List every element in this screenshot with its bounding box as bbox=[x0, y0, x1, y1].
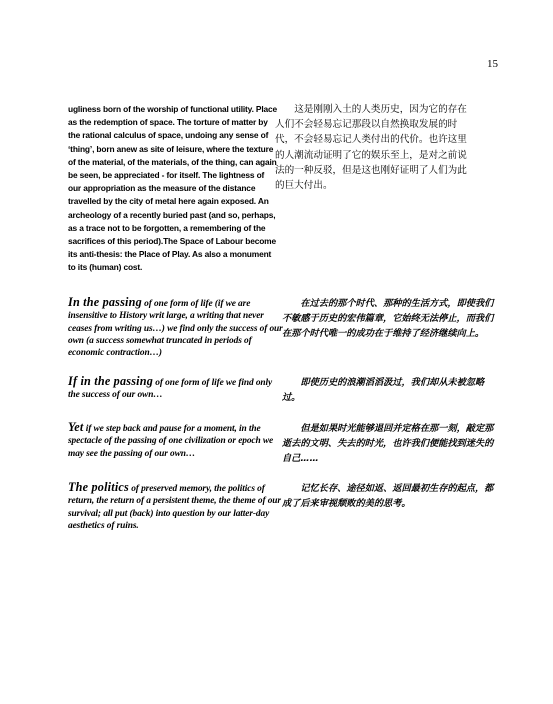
stanza-1-chinese: 在过去的那个时代、那种的生活方式，即使我们不敏感于历史的宏伟篇章，它始终无法停止，而我们在那个时代唯一的成功在于维持了经济继续向上。 bbox=[282, 298, 494, 339]
stanza-1-english bbox=[68, 296, 283, 359]
stanza-3-chinese: 但是如果时光能够退回并定格在那一刻，敲定那逝去的文明、失去的时光，也许我们便能找到迷失的自己…… bbox=[282, 423, 494, 464]
page-number: 15 bbox=[487, 58, 498, 70]
stanza-3-lead: Yet bbox=[68, 420, 84, 434]
stanza-3-english bbox=[68, 421, 283, 460]
intro-english-paragraph: ugliness born of the worship of functional utility. Place as the redemption of space. The torture of matter by the rational calculus of space, undoing any sense of ‘thing’, born anew as site of leisure, where the texture of the material, of the materials, of the thing, can again be seen, be appreciated - for itself. The lightness of our appropriation as the measure of the distance travelled by the city of metal here again exposed. An archeology of a recently buried past (and so, perhaps, as a trace not to be forgotten, a remembering of the sacrifices of this period).The Space of Labour become its anti-thesis: the Place of Play. As also a monument to its (human) cost. bbox=[68, 104, 278, 273]
stanza-1-lead: In the passing bbox=[68, 295, 142, 309]
stanza-3-text: if we step back and pause for a moment, in the spectacle of the passing of one civilization or epoch we may see the passing of our own… bbox=[68, 424, 274, 459]
intro-chinese-paragraph: 这是刚刚入土的人类历史，因为它的存在人们不会轻易忘记那段以自然换取发展的时代，不会轻易忘记人类付出的代价。也许这里的人潮流动证明了它的娱乐至上，是对之前说法的一种反驳，但是这也刚好证明了人们为此的巨大付出。 bbox=[275, 104, 467, 192]
stanza-4-english bbox=[68, 481, 283, 532]
stanza-4-lead: The politics bbox=[68, 480, 129, 494]
stanza-2-english bbox=[68, 375, 283, 402]
stanza-1-text: of one form of life (if we are insensitive to History writ large, a writing that never ceases from writing us…) we find only the success of our own (a success somewhat truncated in periods of economic contraction…) bbox=[68, 299, 283, 359]
stanza-2-text: of one form of life we find only the success of our own… bbox=[68, 378, 273, 401]
stanza-2-lead: If in the passing bbox=[68, 374, 154, 388]
stanza-2-chinese: 即使历史的浪潮滔滔汲过，我们却从未被忽略过。 bbox=[282, 377, 485, 403]
stanza-4-chinese: 记忆长存、途径如返、返回最初生存的起点，都成了后来审视颓败的美的思考。 bbox=[282, 483, 494, 509]
stanza-4-text: of preserved memory, the politics of return, the return of a persistent theme, the theme of our survival; all put (back) into question by our latter-day aesthetics of ruins. bbox=[68, 484, 281, 531]
